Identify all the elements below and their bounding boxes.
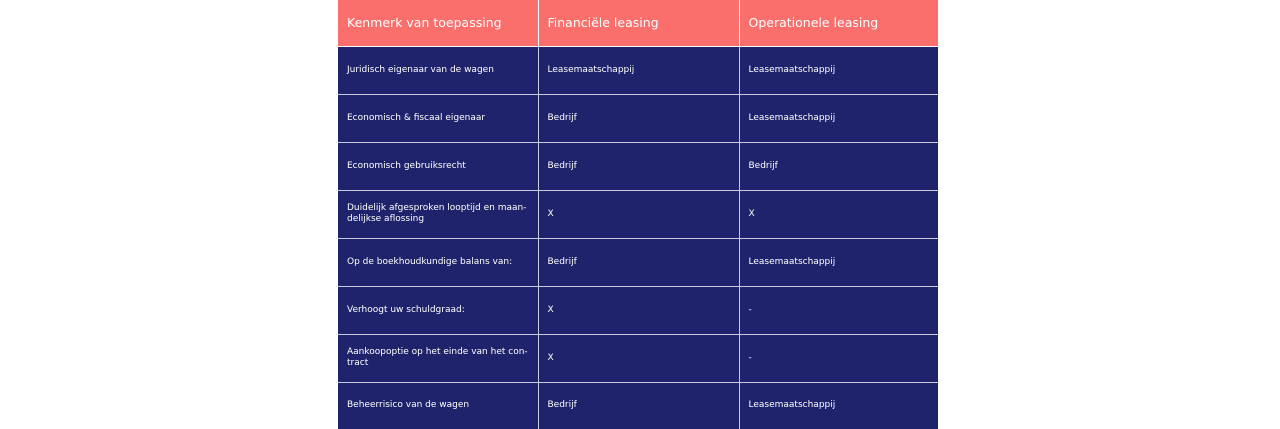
financial-cell: Leasemaatschappij [538, 46, 739, 94]
operational-cell: Leasemaatschappij [739, 46, 938, 94]
operational-cell: Leasemaatschappij [739, 238, 938, 286]
leasing-comparison-table [338, 0, 938, 429]
financial-cell: Bedrijf [538, 142, 739, 190]
header-operational-leasing: Operationele leasing [739, 0, 938, 46]
table-row [338, 286, 938, 334]
table-row [338, 382, 938, 429]
feature-cell: Beheerrisico van de wagen [338, 382, 538, 429]
table-header [338, 0, 938, 46]
feature-cell: Economisch gebruiksrecht [338, 142, 538, 190]
feature-cell: Aankoopoptie op het einde van het con-tract [338, 334, 538, 382]
table-body [338, 46, 938, 429]
leasing-comparison-table-container [338, 0, 938, 429]
table-row [338, 94, 938, 142]
feature-cell: Op de boekhoudkundige balans van: [338, 238, 538, 286]
table-row [338, 46, 938, 94]
operational-cell: - [739, 286, 938, 334]
operational-cell: Leasemaatschappij [739, 94, 938, 142]
financial-cell: Bedrijf [538, 238, 739, 286]
operational-cell: Leasemaatschappij [739, 382, 938, 429]
feature-cell: Juridisch eigenaar van de wagen [338, 46, 538, 94]
feature-cell: Economisch & fiscaal eigenaar [338, 94, 538, 142]
financial-cell: Bedrijf [538, 382, 739, 429]
table-row [338, 334, 938, 382]
financial-cell: X [538, 190, 739, 238]
header-row [338, 0, 938, 46]
table-row [338, 190, 938, 238]
table-row [338, 142, 938, 190]
financial-cell: X [538, 286, 739, 334]
financial-cell: Bedrijf [538, 94, 739, 142]
header-feature: Kenmerk van toepassing [338, 0, 538, 46]
operational-cell: X [739, 190, 938, 238]
operational-cell: Bedrijf [739, 142, 938, 190]
feature-cell: Verhoogt uw schuldgraad: [338, 286, 538, 334]
financial-cell: X [538, 334, 739, 382]
feature-cell: Duidelijk afgesproken looptijd en maan-delijkse aflossing [338, 190, 538, 238]
operational-cell: - [739, 334, 938, 382]
header-financial-leasing: Financiële leasing [538, 0, 739, 46]
table-row [338, 238, 938, 286]
